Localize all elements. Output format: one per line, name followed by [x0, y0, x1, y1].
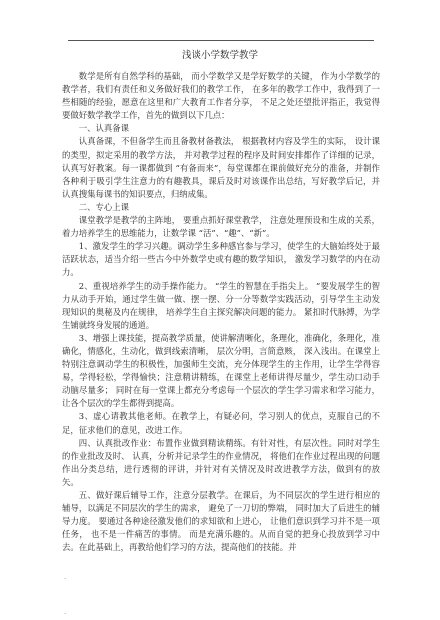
document-body	[62, 70, 380, 554]
header-rule	[68, 40, 374, 41]
body-paragraph: 四、认真批改作业：布置作业做到精读精练。有针对性，有层次性。同时对学生的作业批改及时、 认真，分析并记录学生的作业情况， 将他们在作业过程出现的问题作出分类总结，进行透彻的评讲，并针对有关情况及时改进教学方法，做到有的放矢。	[62, 437, 380, 487]
body-paragraph: 3、增强上课技能，提高教学质量，使讲解清晰化，条理化，准确化，条理化，准确化，情感化，生动化，做到线索清晰， 层次分明，言简意赅， 深入浅出。在课堂上特别注意调动学生的积极性，加强师生交流，充分体现学生的主作用，让学生学得容易，学得轻松，学得愉快；注意精讲精练，在课堂上老师讲得尽量少，学生动口动手动脑尽量多； 同时在每一堂课上都充分考虑每一个层次的学生学习需求和学习能力，让各个层次的学生都得到提高。	[62, 332, 380, 409]
section-heading-teach: 二、专心上课	[78, 201, 130, 212]
margin-mark: .	[64, 608, 67, 616]
section-heading-prepare: 一、认真备课	[78, 123, 130, 134]
document-title: 浅谈小学数学教学	[181, 50, 258, 61]
body-paragraph: 2、重视培养学生的动手操作能力。 “学生的智慧在手指尖上。 ”要发展学生的智力从动手开始，通过学生做一做、摆一摆、分一分等数学实践活动，引导学生主动发现知识的奥秘及内在规律， 培养学生自主探究解决问题的能力。 紧扣时代脉搏，为学生铺就终身发展的通道。	[62, 280, 380, 330]
body-paragraph: 1、激发学生的学习兴趣。调动学生多种感官参与学习，使学生的大脑始终处于最活跃状态，适当介绍一些古今中外数学史或有趣的数学知识， 激发学习数学的内在动力。	[62, 241, 380, 278]
body-paragraph: 认真备课，不但备学生而且备教材备教法， 根据教材内容及学生的实际， 设计课的类型，拟定采用的教学方法， 并对教学过程的程序及时间安排都作了详细的记录，认真写好教案。每一课都做到 “有备而来”，每堂课都在课前做好充分的准备，并制作各种利于吸引学生注意力的有趣教具，课后及时对该课作出总结，写好教学后记，并认真搜集每课书的知识要点，归纳成集。	[62, 136, 380, 199]
margin-mark: .	[64, 573, 67, 581]
body-paragraph: 五、做好课后辅导工作，注意分层教学。在课后，为不同层次的学生进行相应的辅导，以满足不同层次的学生的需求， 避免了一刀切的弊端， 同时加大了后进生的辅导力度。 要通过各种途径激发他们的求知欲和上进心， 让他们意识到学习并不是一项任务， 也不是一件痛苦的事情。 而是充满乐趣的。从而自觉的把身心投放到学习中去。在此基础上，再教给他们学习的方法，提高他们的技能。并	[62, 490, 380, 553]
body-paragraph: 3、虚心请教其他老师。在教学上，有疑必问，学习别人的优点，克服自己的不足，征求他们的意见，改进工作。	[62, 411, 380, 435]
intro-paragraph: 数学是所有自然学科的基础， 而小学数学又是学好数学的关键， 作为小学数学的教学者，我们有责任和义务做好我们的教学工作， 在多年的教学工作中，我得到了一些相随的经验，愿意在这里和广大教育工作者分享， 不足之处还望批评指正，我觉得要做好数学教学工作，首先的做到以下几点：	[62, 71, 380, 121]
body-paragraph: 课堂教学是教学的主阵地， 要重点抓好课堂教学， 注意处理预设和生成的关系，着力培养学生的思维能力，让数学课 “活”、“趣”、“新”。	[62, 215, 380, 239]
